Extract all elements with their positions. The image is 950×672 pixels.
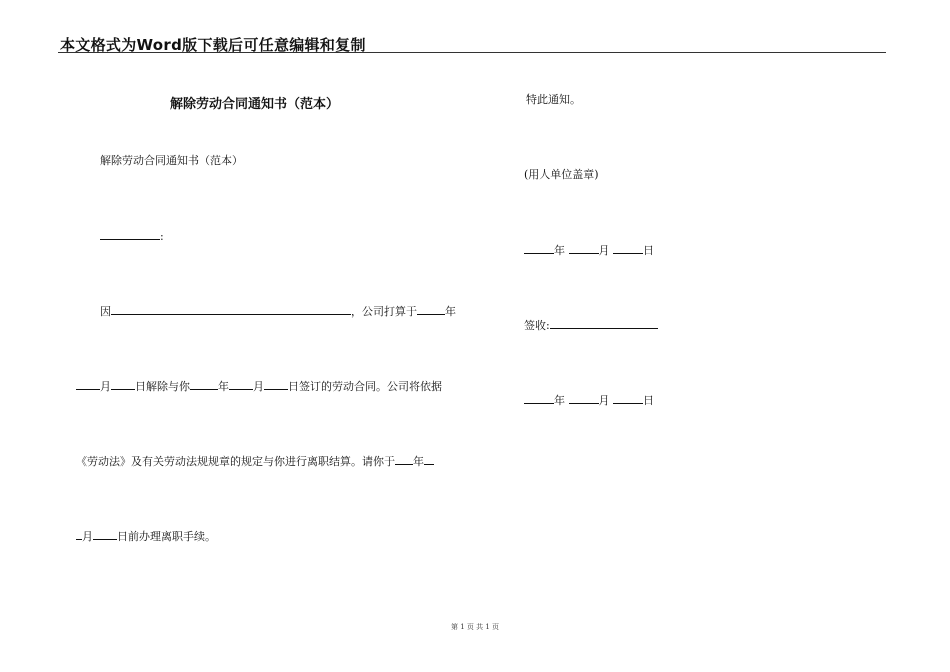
- month-blank: [569, 243, 599, 254]
- header-divider: [58, 52, 886, 53]
- para2-text2: 日签订的劳动合同。公司将依据: [288, 380, 442, 393]
- para1-prefix: 因: [100, 305, 111, 318]
- addressee-blank: [100, 229, 160, 240]
- para4-text: 日前办理离职手续。: [117, 530, 216, 543]
- date1-year: 年: [554, 244, 565, 257]
- para1-mid: ，公司打算于: [351, 305, 417, 318]
- date2-year: 年: [554, 394, 565, 407]
- sign-label: 签收:: [524, 319, 550, 332]
- reason-blank: [111, 304, 351, 315]
- para3-text: 《劳动法》及有关劳动法规规章的规定与你进行离职结算。请你于: [76, 455, 395, 468]
- para2-month: 月: [100, 380, 111, 393]
- paragraph-1: [100, 304, 456, 319]
- day-blank: [613, 243, 643, 254]
- date-line-1: [524, 243, 654, 258]
- sign-line: [524, 318, 658, 333]
- para2-text1: 日解除与你: [135, 380, 190, 393]
- paragraph-3: [76, 454, 434, 469]
- header-title: 本文格式为Word版下载后可任意编辑和复制: [60, 36, 366, 54]
- para2-month2: 月: [253, 380, 264, 393]
- para4-month: 月: [82, 530, 93, 543]
- month-blank: [229, 379, 253, 390]
- colon-text: :: [160, 230, 164, 243]
- year-blank: [524, 243, 554, 254]
- notice-text: 特此通知。: [526, 93, 581, 106]
- paragraph-2: [76, 379, 442, 394]
- date2-day: 日: [643, 394, 654, 407]
- para1-year: 年: [445, 305, 456, 318]
- page-footer: 第 1 页 共 1 页: [450, 623, 500, 631]
- date2-month: 月: [598, 394, 610, 407]
- para2-year: 年: [218, 380, 229, 393]
- day-blank: [111, 379, 135, 390]
- month-blank: [76, 379, 100, 390]
- date-line-2: [524, 393, 654, 408]
- date1-month: 月: [598, 244, 610, 257]
- date1-day: 日: [643, 244, 654, 257]
- document-subtitle: 解除劳动合同通知书（范本）: [100, 154, 243, 167]
- paragraph-4: [76, 529, 216, 544]
- para3-year: 年: [413, 455, 424, 468]
- year-blank: [190, 379, 218, 390]
- addressee-line: [100, 229, 164, 244]
- document-title: 解除劳动合同通知书（范本）: [170, 97, 340, 112]
- month-blank: [424, 454, 434, 465]
- day-blank: [613, 393, 643, 404]
- year-blank: [395, 454, 413, 465]
- month-blank: [569, 393, 599, 404]
- seal-text: (用人单位盖章): [524, 168, 599, 181]
- year-blank: [524, 393, 554, 404]
- day-blank: [264, 379, 288, 390]
- signature-blank: [550, 318, 658, 329]
- year-blank: [417, 304, 445, 315]
- day-blank: [93, 529, 117, 540]
